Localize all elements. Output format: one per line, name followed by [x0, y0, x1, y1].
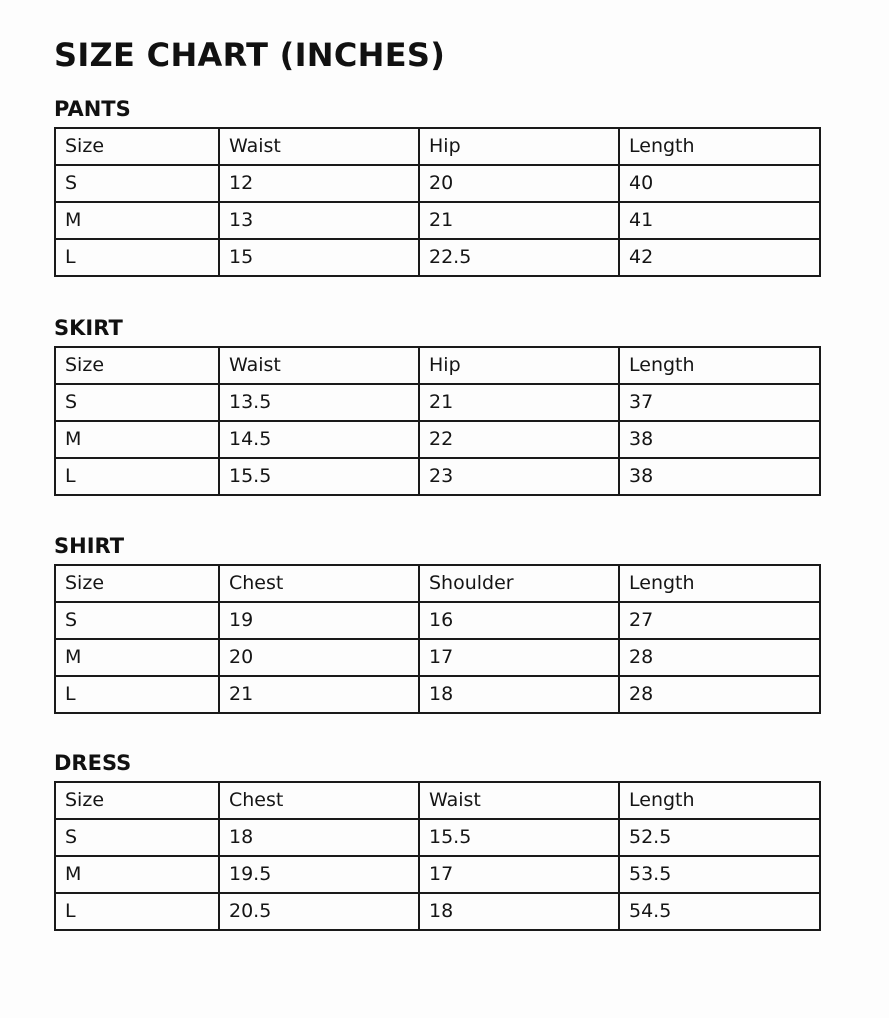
table-cell: 13.5	[219, 384, 419, 421]
table-cell: M	[55, 856, 219, 893]
table-header-row	[55, 128, 820, 165]
pants-size-table	[54, 127, 821, 277]
section-title-dress: DRESS	[54, 751, 132, 775]
header-cell: Waist	[419, 782, 619, 819]
table-cell: 19	[219, 602, 419, 639]
table-cell: M	[55, 202, 219, 239]
table-cell: 52.5	[619, 819, 820, 856]
table-row	[55, 202, 820, 239]
table-row	[55, 676, 820, 713]
table-cell: 42	[619, 239, 820, 276]
section-title-shirt: SHIRT	[54, 534, 125, 558]
table-cell: 18	[419, 893, 619, 930]
header-cell: Length	[619, 565, 820, 602]
table-cell: 54.5	[619, 893, 820, 930]
table-cell: M	[55, 639, 219, 676]
header-cell: Waist	[219, 128, 419, 165]
table-cell: M	[55, 421, 219, 458]
skirt-size-table	[54, 346, 821, 496]
table-cell: L	[55, 239, 219, 276]
table-cell: 19.5	[219, 856, 419, 893]
table-row	[55, 165, 820, 202]
section-title-skirt: SKIRT	[54, 316, 123, 340]
table-cell: S	[55, 602, 219, 639]
header-cell: Size	[55, 128, 219, 165]
table-cell: 16	[419, 602, 619, 639]
table-cell: 13	[219, 202, 419, 239]
table-cell: 37	[619, 384, 820, 421]
table-cell: 15	[219, 239, 419, 276]
header-cell: Chest	[219, 565, 419, 602]
table-cell: S	[55, 384, 219, 421]
table-cell: 27	[619, 602, 820, 639]
table-header-row	[55, 782, 820, 819]
table-cell: 22.5	[419, 239, 619, 276]
header-cell: Size	[55, 782, 219, 819]
table-cell: 28	[619, 676, 820, 713]
table-row	[55, 458, 820, 495]
table-cell: 17	[419, 639, 619, 676]
table-row	[55, 239, 820, 276]
table-row	[55, 819, 820, 856]
page-title: SIZE CHART (INCHES)	[54, 36, 446, 74]
table-row	[55, 639, 820, 676]
section-title-pants: PANTS	[54, 97, 131, 121]
table-cell: 20	[219, 639, 419, 676]
table-cell: S	[55, 819, 219, 856]
header-cell: Size	[55, 565, 219, 602]
table-cell: L	[55, 458, 219, 495]
table-row	[55, 856, 820, 893]
table-header-row	[55, 347, 820, 384]
header-cell: Hip	[419, 128, 619, 165]
table-cell: 18	[419, 676, 619, 713]
table-cell: 20.5	[219, 893, 419, 930]
header-cell: Waist	[219, 347, 419, 384]
table-cell: 40	[619, 165, 820, 202]
table-cell: S	[55, 165, 219, 202]
header-cell: Shoulder	[419, 565, 619, 602]
table-cell: 21	[419, 202, 619, 239]
table-row	[55, 602, 820, 639]
table-cell: 38	[619, 421, 820, 458]
table-row	[55, 893, 820, 930]
table-cell: 23	[419, 458, 619, 495]
table-cell: 53.5	[619, 856, 820, 893]
table-cell: 41	[619, 202, 820, 239]
table-cell: 15.5	[219, 458, 419, 495]
table-row	[55, 384, 820, 421]
header-cell: Chest	[219, 782, 419, 819]
table-header-row	[55, 565, 820, 602]
table-cell: 15.5	[419, 819, 619, 856]
table-cell: 22	[419, 421, 619, 458]
table-cell: 18	[219, 819, 419, 856]
table-cell: 21	[219, 676, 419, 713]
table-cell: 14.5	[219, 421, 419, 458]
header-cell: Hip	[419, 347, 619, 384]
table-cell: 21	[419, 384, 619, 421]
table-cell: L	[55, 676, 219, 713]
table-cell: 28	[619, 639, 820, 676]
shirt-size-table	[54, 564, 821, 714]
dress-size-table	[54, 781, 821, 931]
table-cell: 12	[219, 165, 419, 202]
table-cell: L	[55, 893, 219, 930]
header-cell: Length	[619, 128, 820, 165]
header-cell: Length	[619, 347, 820, 384]
header-cell: Size	[55, 347, 219, 384]
table-row	[55, 421, 820, 458]
table-cell: 20	[419, 165, 619, 202]
header-cell: Length	[619, 782, 820, 819]
table-cell: 17	[419, 856, 619, 893]
table-cell: 38	[619, 458, 820, 495]
